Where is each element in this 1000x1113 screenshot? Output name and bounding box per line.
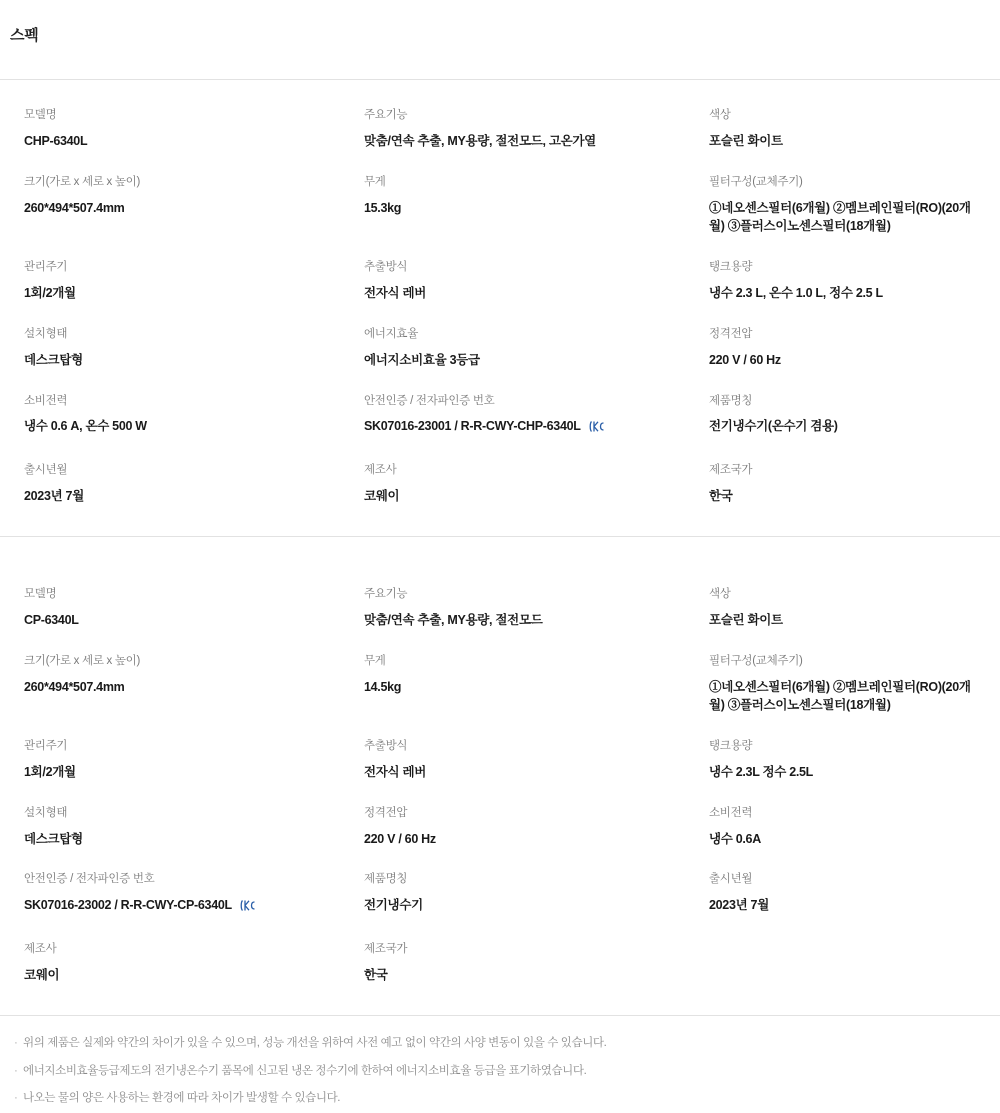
spec-cell xyxy=(10,449,350,516)
spec-value: 한국 xyxy=(364,968,388,982)
spec-cell xyxy=(350,246,695,313)
spec-label: 설치형태 xyxy=(24,327,68,340)
spec-value: 14.5kg xyxy=(364,679,402,694)
spec-label: 제조사 xyxy=(24,943,57,956)
spec-value: 에너지소비효율 3등급 xyxy=(364,352,480,367)
spec-cell xyxy=(695,246,990,313)
spec-cell xyxy=(695,380,990,450)
spec-label: 정격전압 xyxy=(709,327,753,340)
spec-label: 탱크용량 xyxy=(709,261,753,274)
spec-cell xyxy=(10,640,350,725)
spec-label: 소비전력 xyxy=(709,806,753,819)
spec-label: 모델명 xyxy=(24,587,57,600)
spec-cell xyxy=(695,161,990,246)
spec-value: 데스크탑형 xyxy=(24,831,83,846)
spec-value: 코웨이 xyxy=(364,489,400,504)
spec-cell xyxy=(10,246,350,313)
spec-cell xyxy=(695,573,990,640)
spec-label: 색상 xyxy=(709,109,731,121)
spec-label: 무게 xyxy=(364,175,386,188)
spec-value: 260*494*507.4mm xyxy=(24,200,125,215)
note-item xyxy=(14,1085,990,1113)
spec-label: 주요기능 xyxy=(364,109,408,121)
spec-value: CP-6340L xyxy=(24,612,79,627)
page-title: 스펙 xyxy=(10,27,39,44)
spec-cell xyxy=(695,640,990,725)
spec-label: 제조국가 xyxy=(709,464,753,477)
spec-label: 제품명칭 xyxy=(709,394,753,407)
spec-label: 탱크용량 xyxy=(709,740,753,752)
spec-cell xyxy=(10,573,350,640)
spec-label: 크기(가로 x 세로 x 높이) xyxy=(24,654,141,667)
spec-value-with-icon xyxy=(24,896,338,918)
spec-value: 전자식 레버 xyxy=(364,286,427,301)
spec-value: 냉수 2.3L 정수 2.5L xyxy=(709,764,814,779)
kc-certification-icon xyxy=(240,899,256,918)
spec-value: 1회/2개월 xyxy=(24,764,76,779)
spec-label: 제품명칭 xyxy=(364,873,408,886)
spec-value: SK07016-23001 / R-R-CWY-CHP-6340L xyxy=(364,419,581,434)
spec-table-product-1 xyxy=(0,79,1000,537)
bullet-icon: · xyxy=(14,1092,18,1105)
spec-label: 정격전압 xyxy=(364,806,408,819)
spec-value: 맞춤/연속 추출, MY용량, 절전모드 xyxy=(364,612,543,627)
spec-cell xyxy=(350,449,695,516)
spec-cell xyxy=(695,313,990,380)
note-text: 위의 제품은 실제와 약간의 차이가 있을 수 있으며, 성능 개선을 위하여 사전 예고 없이 약간의 사양 변동이 있을 수 있습니다. xyxy=(23,1036,607,1049)
spec-cell xyxy=(350,640,695,725)
spec-label: 관리주기 xyxy=(24,261,68,274)
spec-cell xyxy=(10,161,350,246)
spec-cell xyxy=(695,792,990,859)
spec-value: 데스크탑형 xyxy=(24,352,83,367)
spec-label: 설치형태 xyxy=(24,806,68,819)
spec-label: 필터구성(교체주기) xyxy=(709,654,803,667)
note-item xyxy=(14,1030,990,1058)
spec-label: 소비전력 xyxy=(24,394,68,407)
spec-cell xyxy=(10,380,350,450)
spec-cell xyxy=(10,928,350,995)
note-text: 나오는 물의 양은 사용하는 환경에 따라 차이가 발생할 수 있습니다. xyxy=(23,1092,341,1105)
spec-table-product-2 xyxy=(0,559,1000,1016)
spec-label: 에너지효율 xyxy=(364,327,419,340)
spec-value: 1회/2개월 xyxy=(24,286,76,301)
spec-value: 포슬린 화이트 xyxy=(709,612,783,627)
spec-label: 모델명 xyxy=(24,109,57,121)
spec-label: 추출방식 xyxy=(364,261,408,274)
spec-label: 안전인증 / 전자파인증 번호 xyxy=(24,873,155,886)
spec-label: 제조국가 xyxy=(364,943,408,956)
spec-value: 맞춤/연속 추출, MY용량, 절전모드, 고온가열 xyxy=(364,133,596,148)
spec-label: 필터구성(교체주기) xyxy=(709,175,803,188)
spec-label: 제조사 xyxy=(364,464,397,477)
spec-value: 전기냉수기 xyxy=(364,898,423,913)
spec-value: 220 V / 60 Hz xyxy=(364,831,436,846)
spec-cell xyxy=(350,725,695,792)
spec-label: 추출방식 xyxy=(364,740,408,752)
spec-value: ①네오센스필터(6개월) ②멤브레인필터(RO)(20개월) ③플러스이노센스필터(18개월) xyxy=(709,200,971,234)
spec-cell xyxy=(350,573,695,640)
spec-cell xyxy=(695,858,990,928)
notes-list xyxy=(0,1016,1000,1113)
spec-value: 2023년 7월 xyxy=(709,898,769,913)
spec-cell xyxy=(350,313,695,380)
spec-value: SK07016-23002 / R-R-CWY-CP-6340L xyxy=(24,898,232,913)
spec-value: 15.3kg xyxy=(364,200,402,215)
spec-label: 크기(가로 x 세로 x 높이) xyxy=(24,175,141,188)
spec-value: 전자식 레버 xyxy=(364,764,427,779)
spec-value: CHP-6340L xyxy=(24,133,88,148)
spec-value: 냉수 2.3 L, 온수 1.0 L, 정수 2.5 L xyxy=(709,286,883,301)
spec-label: 주요기능 xyxy=(364,587,408,600)
spec-value: 냉수 0.6A xyxy=(709,831,761,846)
spec-cell xyxy=(10,313,350,380)
spec-label: 무게 xyxy=(364,654,386,667)
spec-value: 220 V / 60 Hz xyxy=(709,352,781,367)
spec-cell xyxy=(350,928,695,995)
spec-value: 냉수 0.6 A, 온수 500 W xyxy=(24,419,147,434)
spec-grid xyxy=(0,573,1000,995)
bullet-icon: · xyxy=(14,1064,18,1077)
spec-value: 한국 xyxy=(709,489,733,504)
spec-value: ①네오센스필터(6개월) ②멤브레인필터(RO)(20개월) ③플러스이노센스필터(18개월) xyxy=(709,679,971,713)
spec-cell xyxy=(350,161,695,246)
spec-cell xyxy=(695,94,990,161)
spec-cell xyxy=(10,858,350,928)
spec-cell xyxy=(10,725,350,792)
spec-label: 출시년월 xyxy=(24,464,68,477)
spec-value: 코웨이 xyxy=(24,968,60,982)
spec-cell xyxy=(350,94,695,161)
note-item xyxy=(14,1058,990,1086)
spec-label: 안전인증 / 전자파인증 번호 xyxy=(364,394,495,407)
spec-cell xyxy=(350,792,695,859)
spec-cell xyxy=(695,725,990,792)
spec-label: 출시년월 xyxy=(709,873,753,886)
section-gap xyxy=(0,537,1000,559)
spec-value: 포슬린 화이트 xyxy=(709,133,783,148)
spec-cell xyxy=(350,858,695,928)
spec-cell xyxy=(350,380,695,450)
kc-certification-icon xyxy=(589,420,605,439)
note-text: 에너지소비효율등급제도의 전기냉온수기 품목에 신고된 냉온 정수기에 한하여 에너지소비효율 등급을 표기하였습니다. xyxy=(23,1064,587,1077)
spec-label: 관리주기 xyxy=(24,740,68,752)
spec-cell xyxy=(10,94,350,161)
spec-value-with-icon xyxy=(364,417,683,439)
bullet-icon: · xyxy=(14,1036,18,1049)
spec-cell xyxy=(695,449,990,516)
spec-label: 색상 xyxy=(709,587,731,600)
spec-cell xyxy=(695,928,990,995)
spec-cell xyxy=(10,792,350,859)
spec-grid xyxy=(0,94,1000,516)
spec-value: 260*494*507.4mm xyxy=(24,679,125,694)
spec-value: 전기냉수기(온수기 겸용) xyxy=(709,419,838,434)
spec-value: 2023년 7월 xyxy=(24,489,84,504)
